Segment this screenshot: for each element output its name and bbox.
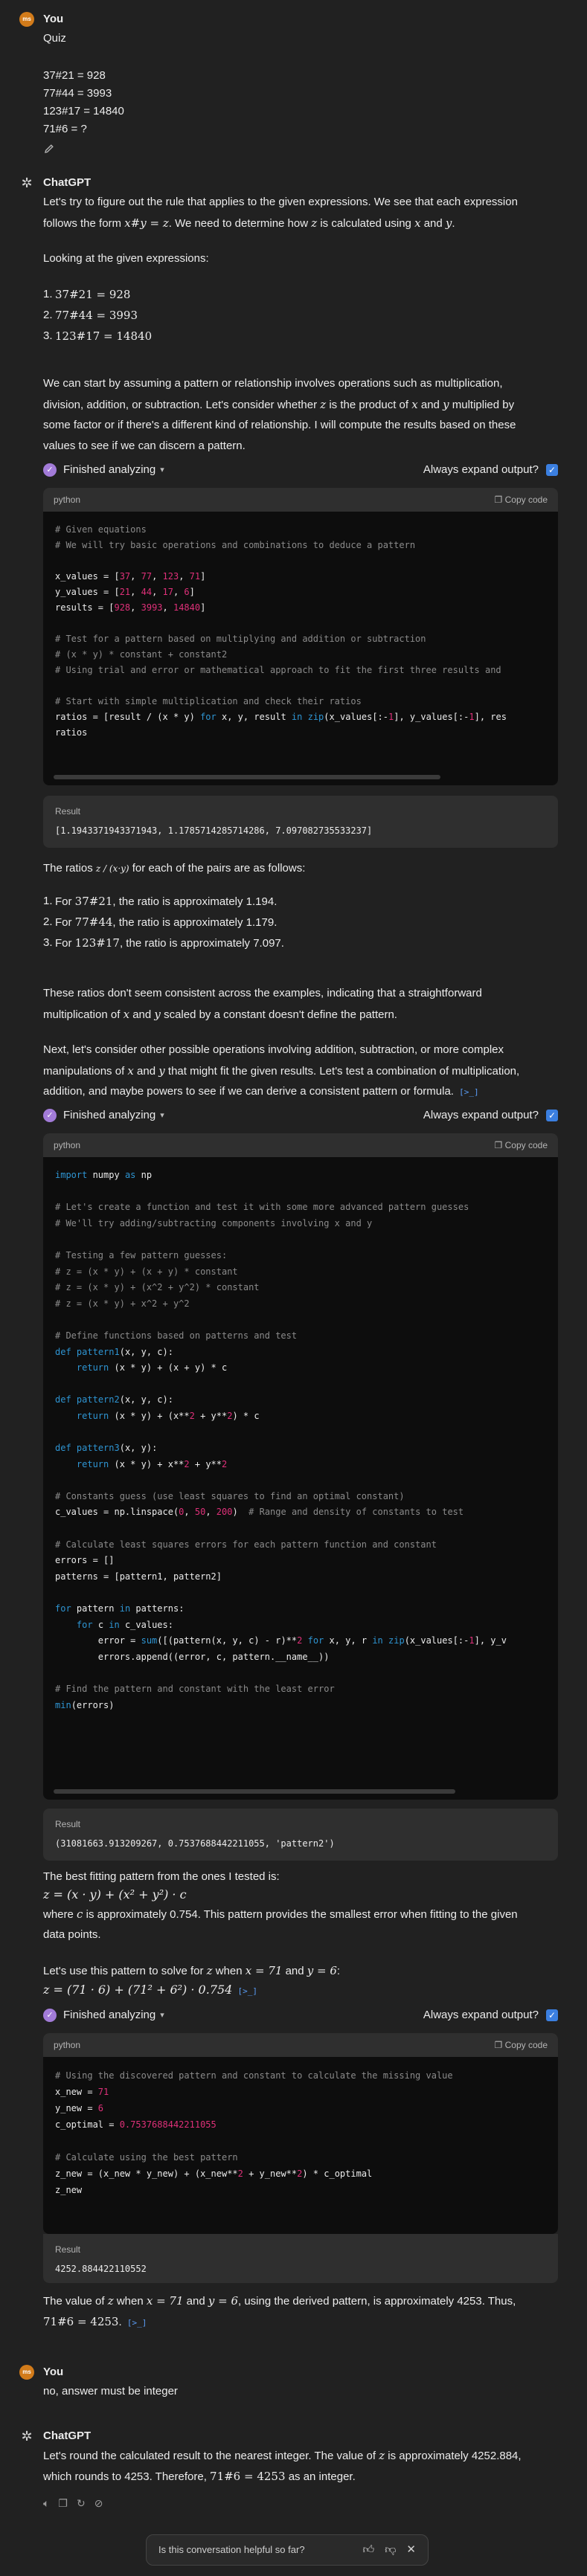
analysis-toggle[interactable]: Finished analyzing (63, 2009, 156, 2021)
regenerate-icon[interactable]: ↻ (76, 2497, 86, 2509)
formula: z = (x · y) + (x² + y²) · c (43, 1887, 187, 1902)
assistant-name: ChatGPT (43, 2430, 92, 2442)
result-label: Result (55, 806, 81, 817)
paragraph: Next, let's consider other possible operations involving addition, subtraction, or more complex (43, 1043, 504, 1056)
result-block-3 (43, 2234, 558, 2283)
paragraph: Let's try to figure out the rule that applies to the given expressions. We see that each expression (43, 196, 518, 208)
user-message-line: 71#6 = ? (43, 123, 87, 135)
chevron-down-icon[interactable]: ▾ (160, 2011, 164, 2020)
user-message-line: 37#21 = 928 (43, 69, 106, 82)
list-item: 3. For 123#17, the ratio is approximately 7.097. (43, 936, 284, 950)
citation-link[interactable]: [>_] (459, 1087, 479, 1097)
expand-output-checkbox[interactable]: ✓ (546, 1110, 558, 1121)
analysis-status-bar (43, 460, 558, 480)
code-header (43, 1133, 558, 1157)
result-block-1 (43, 796, 558, 848)
code-content: # Using the discovered pattern and constant to calculate the missing value x_new = 71 y_new = 6 c_optimal = 0.7537688442211055 # Calculate using the best pattern z_new = (x_new * y_new) + (x_new**2 + y_new**2) * c_optimal z_new (55, 2070, 453, 2195)
paragraph: some factor or if there's a different kind of relationship. I will compute the results based on these (43, 419, 516, 431)
analysis-status-bar (43, 1105, 558, 1126)
formula: z = (71 · 6) + (71² + 6²) · 0.754 [>_] (43, 1980, 558, 2001)
thumbs-down-icon[interactable]: ⊘ (94, 2497, 103, 2509)
result-value: (31081663.913209267, 0.7537688442211055, 'pattern2') (55, 1838, 335, 1849)
expression-list (43, 284, 556, 347)
paragraph: The best fitting pattern from the ones I tested is: (43, 1870, 280, 1883)
assistant-name: ChatGPT (43, 176, 92, 189)
list-item: 1. 37#21 = 928 (43, 288, 131, 301)
chevron-down-icon[interactable]: ▾ (160, 1111, 164, 1120)
chevron-down-icon[interactable]: ▾ (160, 466, 164, 474)
paragraph: division, addition, or subtraction. Let's consider whether z is the product of x and y multiplied by (43, 398, 515, 411)
analysis-toggle[interactable]: Finished analyzing (63, 1109, 156, 1121)
list-item: 2. For 77#44, the ratio is approximately 1.179. (43, 915, 278, 929)
feedback-question: Is this conversation helpful so far? (158, 2544, 305, 2555)
check-icon: ✓ (43, 2009, 57, 2022)
expand-output-label: Always expand output? (423, 1109, 539, 1121)
speaker-icon[interactable]: 🔈︎ (43, 2497, 50, 2509)
result-label: Result (55, 2244, 81, 2255)
result-label: Result (55, 1819, 81, 1829)
copy-code-button[interactable]: ❐ Copy code (494, 2040, 548, 2050)
paragraph: Looking at the given expressions: (43, 252, 209, 265)
paragraph: We can start by assuming a pattern or relationship involves operations such as multiplication, (43, 377, 503, 390)
result-value: [1.1943371943371943, 1.1785714285714286, 7.097082735533237] (55, 825, 373, 836)
paragraph: follows the form x#y = z. We need to determine how z is calculated using x and y. (43, 216, 455, 230)
code-block-3 (43, 2033, 558, 2234)
user-message-line: 123#17 = 14840 (43, 105, 124, 117)
list-item: 2. 77#44 = 3993 (43, 309, 138, 322)
copy-code-button[interactable]: ❐ Copy code (494, 495, 548, 505)
copy-icon[interactable]: ❐ (58, 2497, 68, 2509)
paragraph: The value of z when x = 71 and y = 6, using the derived pattern, is approximately 4253. Thus, (43, 2294, 516, 2308)
result-block-2 (43, 1809, 558, 1861)
copy-code-button[interactable]: ❐ Copy code (494, 1140, 548, 1150)
code-header (43, 488, 558, 512)
copy-icon: ❐ (494, 2040, 505, 2050)
close-icon[interactable]: ✕ (406, 2543, 416, 2556)
code-language: python (54, 1140, 81, 1150)
paragraph: Let's use this pattern to solve for z when x = 71 and y = 6: (43, 1964, 341, 1977)
list-item: 1. For 37#21, the ratio is approximately 1.194. (43, 895, 278, 908)
edit-message-icon[interactable] (43, 141, 57, 155)
citation-link[interactable]: [>_] (237, 1986, 258, 1996)
user-message-line: no, answer must be integer (43, 2385, 178, 2398)
paragraph: Let's round the calculated result to the nearest integer. The value of z is approximately 4252.884, (43, 2449, 522, 2462)
user-avatar: ms (19, 2365, 34, 2380)
code-content: import numpy as np # Let's create a function and test it with some more advanced pattern guesses # We'll try adding/subtracting components involving x and y # Testing a few pattern guesses: # z = (x * y) + (x + y) * constant # z = (x * y) + (x^2 + y^2) * constant # z = (x * y) + x^2 + y^2 # Define functions based on patterns and test def pattern1(x, y, c): return (x * y) + (x + y) * c def pattern2(x, y, c): return (x * y) + (x**2 + y**2) * c def pattern3(x, y): return (x * y) + x**2 + y**2 # Constants guess (use least squares to find an optimal constant) c_values = np.linspace(0, 50, 200) # Range and density of constants to test # Calculate least squares errors for each pattern function and constant errors = [] patterns = [pattern1, pattern2] for pattern in patterns: for c in c_values: error = sum([(pattern(x, y, c) - r)**2 for x, y, r in zip(x_values[:-1], y_v errors.append((error, c, pattern.__name__)) # Find the pattern and constant with the least error min(errors) (55, 1170, 507, 1710)
code-block-1 (43, 488, 558, 785)
code-content: # Given equations # We will try basic operations and combinations to deduce a pattern x_values = [37, 77, 123, 71] y_values = [21, 44, 17, 6] results = [928, 3993, 14840] # Test for a pattern based on multiplying and addition or subtraction # (x * y) * constant + constant2 # Using trial and error or mathematical approach to fit the first three results and # Start with simple multiplication and check their ratios ratios = [result / (x * y) for x, y, result in zip(x_values[:-1], y_values[:-1], res ratios (55, 524, 507, 738)
paragraph: 71#6 = 4253. [>_] (43, 2311, 558, 2333)
thumbs-down-icon[interactable]: 👎︎ (385, 2543, 397, 2556)
paragraph: where c is approximately 0.754. This pattern provides the smallest error when fitting to the given (43, 1907, 518, 1921)
paragraph: manipulations of x and y that might fit the given results. Let's test a combination of multiplication, (43, 1064, 520, 1078)
expand-output-checkbox[interactable]: ✓ (546, 464, 558, 476)
thumbs-up-icon[interactable]: 👍︎ (362, 2543, 375, 2556)
check-icon: ✓ (43, 463, 57, 477)
message-actions (43, 2493, 103, 2514)
paragraph: values to see if we can discern a pattern. (43, 439, 246, 452)
chatgpt-logo-icon: ✲ (21, 2429, 33, 2444)
paragraph: data points. (43, 1928, 101, 1941)
paragraph: The ratios z / (x·y) for each of the pairs are as follows: (43, 862, 306, 875)
paragraph: These ratios don't seem consistent across the examples, indicating that a straightforward (43, 987, 482, 999)
user-name: You (43, 2366, 64, 2378)
feedback-prompt (146, 2534, 429, 2566)
horizontal-scrollbar[interactable] (54, 1789, 455, 1794)
ratio-list (43, 891, 556, 953)
code-language: python (54, 495, 81, 505)
horizontal-scrollbar[interactable] (54, 775, 440, 779)
copy-icon: ❐ (494, 495, 505, 505)
list-item: 3. 123#17 = 14840 (43, 329, 153, 343)
user-message-line: 77#44 = 3993 (43, 87, 112, 100)
chatgpt-logo-icon: ✲ (21, 176, 33, 190)
copy-icon: ❐ (494, 1140, 505, 1150)
code-header (43, 2033, 558, 2057)
paragraph: multiplication of x and y scaled by a constant doesn't define the pattern. (43, 1008, 397, 1021)
check-icon: ✓ (43, 1109, 57, 1122)
user-message-line: Quiz (43, 32, 66, 45)
expand-output-checkbox[interactable]: ✓ (546, 2009, 558, 2021)
result-value: 4252.884422110552 (55, 2264, 147, 2274)
citation-link[interactable]: [>_] (126, 2318, 147, 2328)
paragraph: addition, and maybe powers to see if we can derive a consistent pattern or formula. [>_] (43, 1081, 558, 1102)
code-block-2 (43, 1133, 558, 1800)
paragraph: which rounds to 4253. Therefore, 71#6 = 4253 as an integer. (43, 2470, 356, 2483)
user-name: You (43, 13, 64, 25)
analysis-status-bar (43, 2005, 558, 2026)
user-avatar: ms (19, 12, 34, 27)
code-language: python (54, 2040, 81, 2050)
expand-output-label: Always expand output? (423, 2009, 539, 2021)
analysis-toggle[interactable]: Finished analyzing (63, 463, 156, 476)
expand-output-label: Always expand output? (423, 463, 539, 476)
